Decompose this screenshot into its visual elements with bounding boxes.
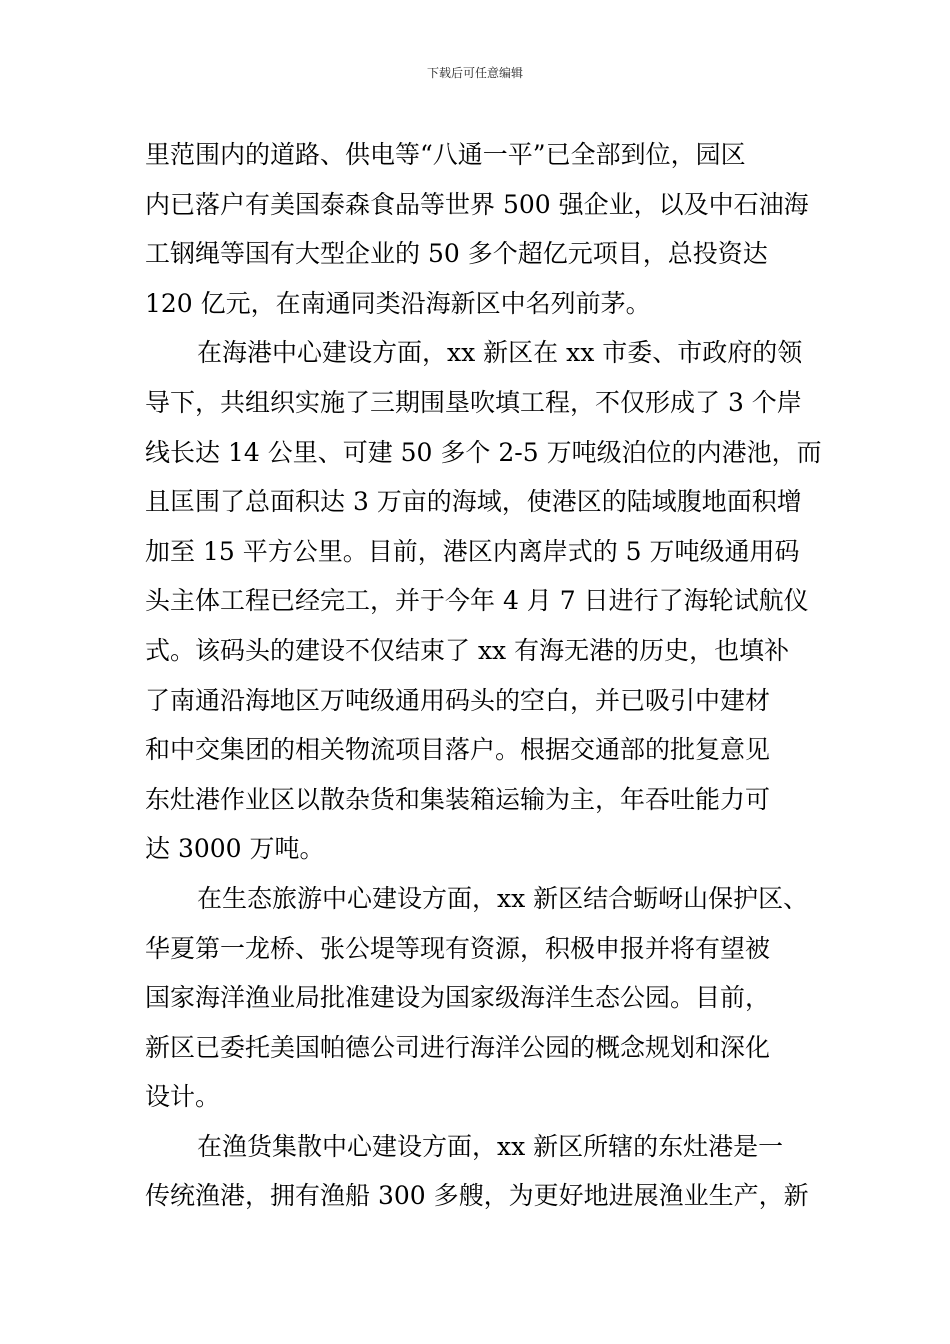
paragraph-eco-tourism <box>145 874 815 1122</box>
text-line: 达 3000 万吨。 <box>145 834 325 864</box>
text-line: 导下，共组织实施了三期围垦吹填工程，不仅形成了 3 个岸 <box>145 387 802 417</box>
text-line: 国家海洋渔业局批准建设为国家级海洋生态公园。目前， <box>145 983 771 1013</box>
text-line: 式。该码头的建设不仅结束了 xx 有海无港的历史，也填补 <box>145 635 790 665</box>
text-line: 头主体工程已经完工，并于今年 4 月 7 日进行了海轮试航仪 <box>145 586 809 616</box>
paragraph-harbor <box>145 328 822 874</box>
text-line: 传统渔港，拥有渔船 300 多艘，为更好地进展渔业生产，新 <box>145 1181 809 1211</box>
text-line: 加至 15 平方公里。目前，港区内离岸式的 5 万吨级通用码 <box>145 536 800 566</box>
text-line: 华夏第一龙桥、张公堤等现有资源，积极申报并将有望被 <box>145 933 771 963</box>
text-line: 里范围内的道路、供电等“八通一平”已全部到位，园区 <box>145 140 746 169</box>
text-line: 新区已委托美国帕德公司进行海洋公园的概念规划和深化 <box>145 1032 771 1062</box>
text-line: 东灶港作业区以散杂货和集装箱运输为主，年吞吐能力可 <box>145 784 771 814</box>
paragraph-fishery <box>145 1122 815 1221</box>
text-line: 和中交集团的相关物流项目落户。根据交通部的批复意见 <box>145 735 771 765</box>
text-line: 内已落户有美国泰森食品等世界 500 强企业，以及中石油海 <box>145 189 809 219</box>
header-note: 下载后可任意编辑 <box>426 66 523 80</box>
body-text <box>145 130 822 1221</box>
text-line: 在生态旅游中心建设方面，xx 新区结合蛎岈山保护区、 <box>197 883 809 913</box>
text-line: 线长达 14 公里、可建 50 多个 2-5 万吨级泊位的内港池，而 <box>145 437 822 467</box>
text-line: 工钢绳等国有大型企业的 50 多个超亿元项目，总投资达 <box>145 239 768 269</box>
text-line: 在渔货集散中心建设方面，xx 新区所辖的东灶港是一 <box>197 1131 784 1161</box>
paragraph-continued <box>145 130 815 328</box>
text-line: 120 亿元，在南通同类沿海新区中名列前茅。 <box>145 288 651 318</box>
text-line: 设计。 <box>145 1082 221 1112</box>
text-line: 在海港中心建设方面，xx 新区在 xx 市委、市政府的领 <box>197 338 803 368</box>
text-line: 且匡围了总面积达 3 万亩的海域，使港区的陆域腹地面积增 <box>145 487 802 517</box>
text-line: 了南通沿海地区万吨级通用码头的空白，并已吸引中建材 <box>145 685 771 715</box>
